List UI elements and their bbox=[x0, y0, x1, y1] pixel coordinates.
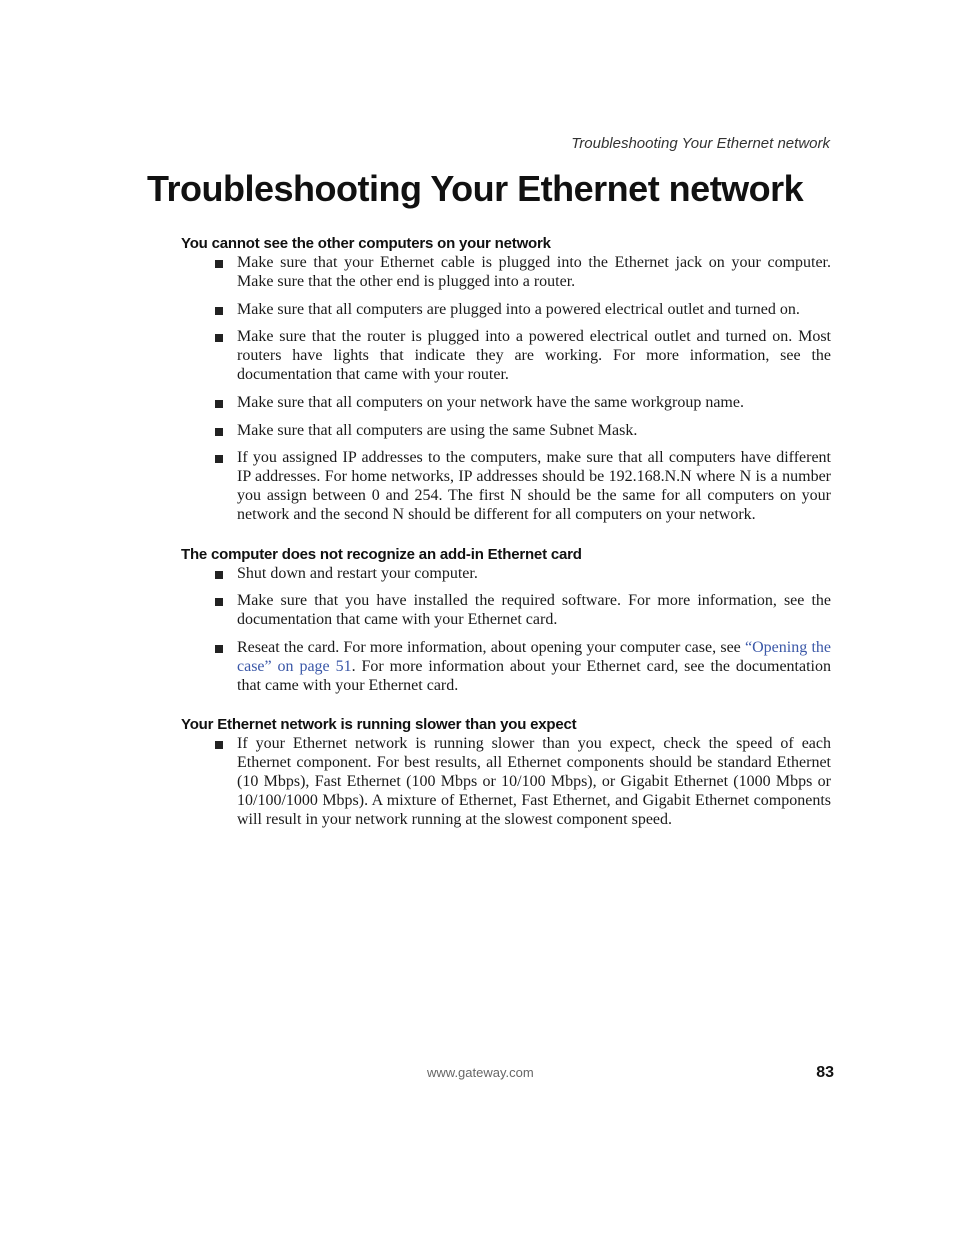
square-bullet-icon bbox=[215, 598, 223, 606]
list-item bbox=[181, 592, 831, 630]
main-content bbox=[181, 234, 831, 849]
square-bullet-icon bbox=[215, 260, 223, 268]
square-bullet-icon bbox=[215, 400, 223, 408]
square-bullet-icon bbox=[215, 741, 223, 749]
square-bullet-icon bbox=[215, 307, 223, 315]
page-number: 83 bbox=[816, 1064, 834, 1081]
square-bullet-icon bbox=[215, 645, 223, 653]
bullet-list bbox=[181, 254, 831, 525]
list-item bbox=[181, 328, 831, 384]
section-heading: You cannot see the other computers on your network bbox=[181, 235, 551, 252]
list-item bbox=[181, 254, 831, 292]
list-item bbox=[181, 422, 831, 441]
square-bullet-icon bbox=[215, 334, 223, 342]
list-item-text: Shut down and restart your computer. bbox=[237, 564, 478, 582]
footer-url: www.gateway.com bbox=[427, 1065, 534, 1080]
list-item-text: Make sure that all computers on your network have the same workgroup name. bbox=[237, 393, 744, 411]
bullet-list bbox=[181, 565, 831, 696]
bullet-list bbox=[181, 735, 831, 829]
section-cannot-see-computers bbox=[181, 234, 831, 525]
page-title: Troubleshooting Your Ethernet network bbox=[147, 168, 804, 209]
opening-case-link[interactable]: “Opening the case” on page 51 bbox=[237, 638, 832, 675]
section-heading: Your Ethernet network is running slower than you expect bbox=[181, 716, 577, 734]
section-card-not-recognized bbox=[181, 545, 831, 696]
list-item bbox=[181, 394, 831, 413]
square-bullet-icon bbox=[215, 571, 223, 579]
list-item-text: If you assigned IP addresses to the computers, make sure that all computers have different IP addresses. For home networks, IP addresses should be 192.168.N.N where N is a number you assign between 0 and 254. The first N should be the same for all computers on your network and the second N should be different for all computers on your network. bbox=[237, 449, 831, 523]
running-header: Troubleshooting Your Ethernet network bbox=[571, 135, 830, 152]
list-item-text: Make sure that the router is plugged into a powered electrical outlet and turned on. Most routers have lights that indicate they are working. For more information, see the documentation that came with your router. bbox=[237, 328, 831, 383]
list-item bbox=[181, 639, 831, 695]
section-heading: The computer does not recognize an add-in Ethernet card bbox=[181, 545, 582, 563]
list-item-text: Make sure that all computers are plugged into a powered electrical outlet and turned on. bbox=[237, 300, 800, 318]
list-item-text-before: Reseat the card. For more information, about opening your computer case, see bbox=[237, 638, 746, 656]
list-item-text: Make sure that you have installed the required software. For more information, see the documentation that came with your Ethernet card. bbox=[237, 592, 831, 629]
list-item-text: Make sure that all computers are using the same Subnet Mask. bbox=[237, 421, 638, 439]
list-item-text: If your Ethernet network is running slower than you expect, check the speed of each Ethernet component. For best results, all Ethernet components should be standard Ethernet (10 Mbps), Fast Ethernet (100 Mbps or 10/100 Mbps), or Gigabit Ethernet (1000 Mbps or 10/100/1000 Mbps). A mixture of Ethernet, Fast Ethernet, and Gigabit Ethernet components will result in your network running at the slowest component speed. bbox=[237, 735, 831, 828]
list-item-text-after: . For more information about your Ethernet card, see the documentation that came with your Ethernet card. bbox=[237, 657, 831, 694]
list-item bbox=[181, 449, 831, 524]
square-bullet-icon bbox=[215, 455, 223, 463]
list-item bbox=[181, 565, 831, 584]
list-item-text: Make sure that your Ethernet cable is plugged into the Ethernet jack on your computer. Make sure that the other end is plugged into a router. bbox=[237, 254, 831, 290]
list-item bbox=[181, 301, 831, 320]
square-bullet-icon bbox=[215, 428, 223, 436]
list-item bbox=[181, 735, 831, 829]
section-network-slow bbox=[181, 715, 831, 829]
